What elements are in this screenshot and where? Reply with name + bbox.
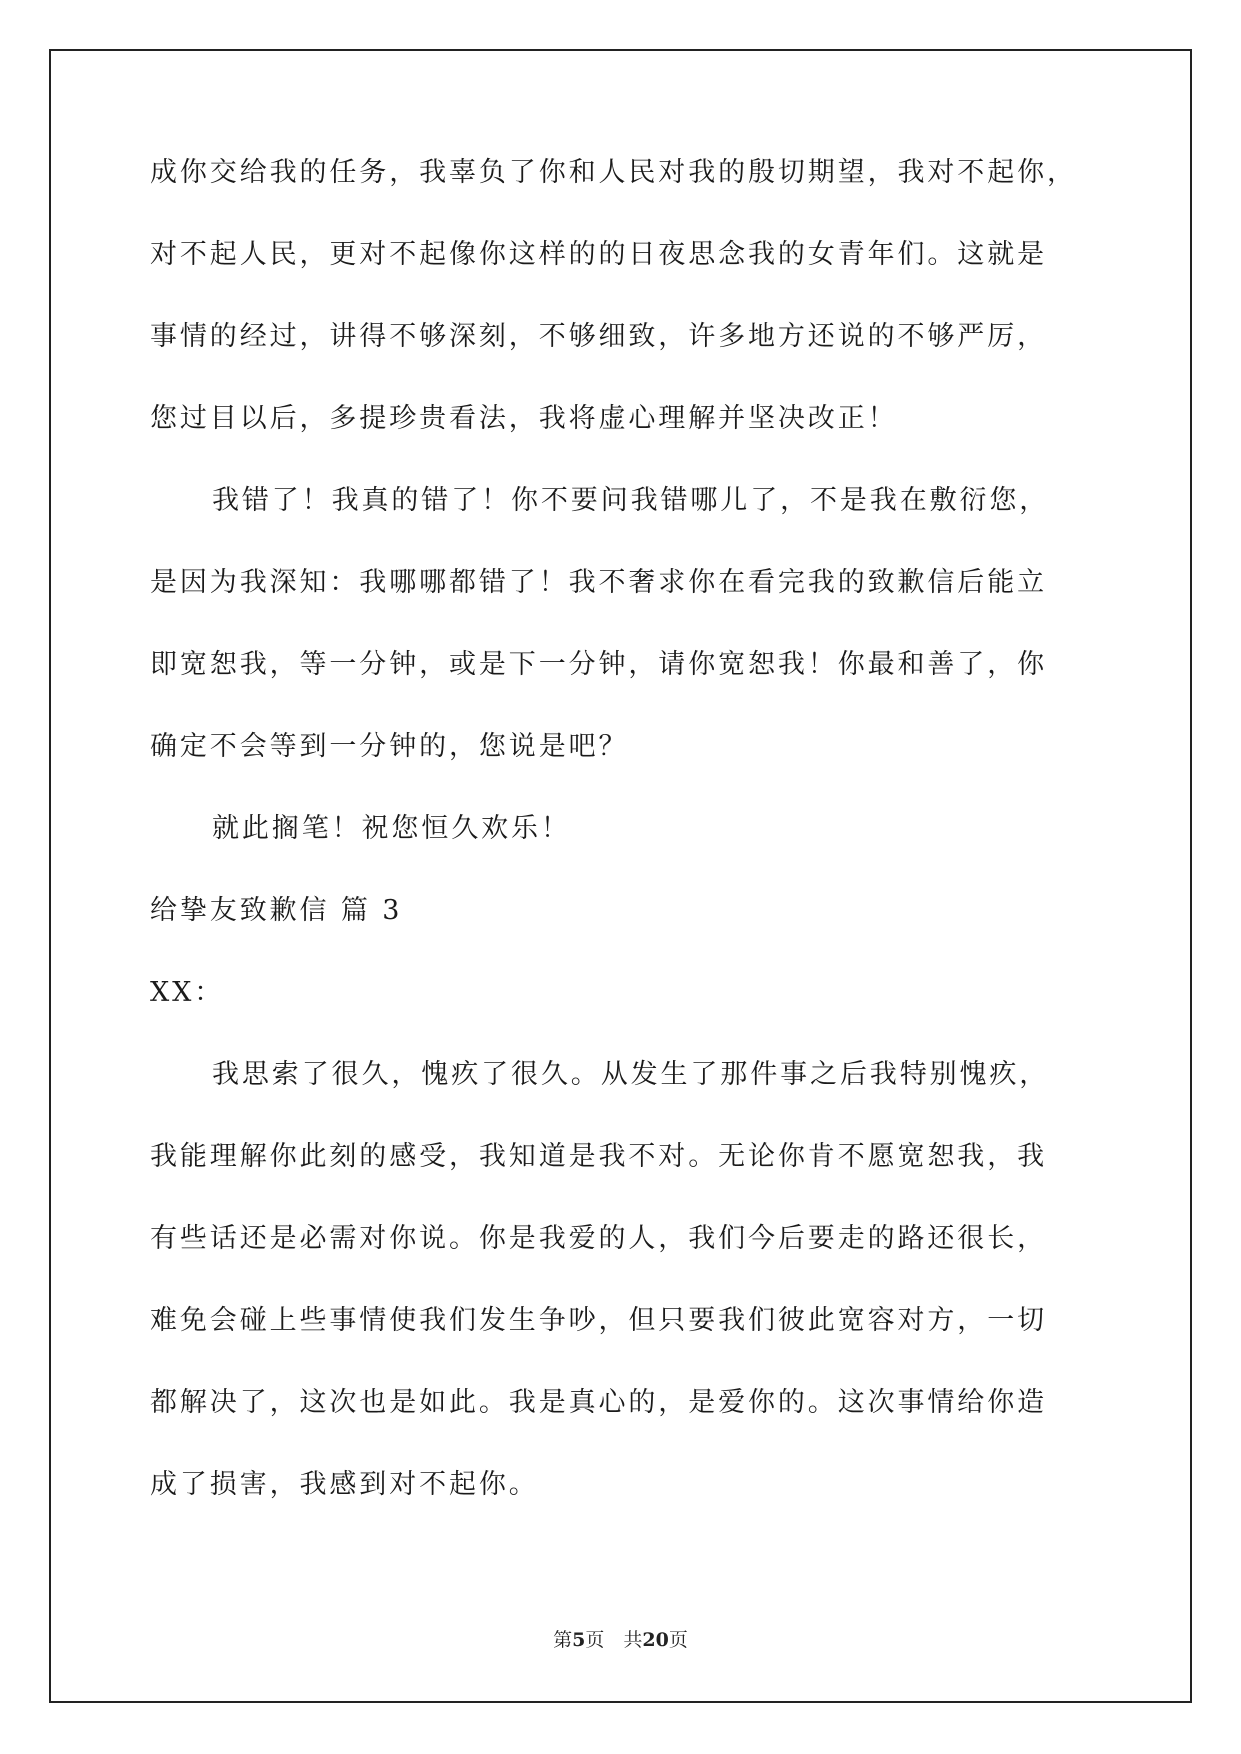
paragraph-line: 都解决了，这次也是如此。我是真心的，是爱你的。这次事情给你造	[150, 1387, 1047, 1418]
footer-suffix: 页	[668, 1629, 688, 1651]
closing-line: 就此搁笔！祝您恒久欢乐！	[212, 813, 571, 844]
paragraph-line: 即宽恕我，等一分钟，或是下一分钟，请你宽恕我！你最和善了，你	[150, 649, 1047, 680]
paragraph-line: 我思索了很久，愧疚了很久。从发生了那件事之后我特别愧疚，	[212, 1059, 1050, 1090]
paragraph-line: 事情的经过，讲得不够深刻，不够细致，许多地方还说的不够严厉，	[150, 321, 1047, 352]
paragraph-line: 确定不会等到一分钟的，您说是吧？	[150, 731, 629, 762]
current-page-number: 5	[572, 1629, 586, 1651]
paragraph-line: 有些话还是必需对你说。你是我爱的人，我们今后要走的路还很长，	[150, 1223, 1047, 1254]
paragraph-line: 我能理解你此刻的感受，我知道是我不对。无论你肯不愿宽恕我，我	[150, 1141, 1047, 1172]
paragraph-line: 我错了！我真的错了！你不要问我错哪儿了，不是我在敷衍您，	[212, 485, 1050, 516]
total-page-count: 20	[642, 1629, 669, 1651]
paragraph-line: 对不起人民，更对不起像你这样的的日夜思念我的女青年们。这就是	[150, 239, 1047, 270]
section-heading: 给挚友致歉信 篇 3	[150, 895, 403, 926]
paragraph-line: 成了损害，我感到对不起你。	[150, 1469, 539, 1500]
footer-prefix: 第	[553, 1629, 573, 1651]
page-footer	[0, 1625, 1241, 1652]
document-body	[150, 152, 1090, 1505]
paragraph-line: 是因为我深知：我哪哪都错了！我不奢求你在看完我的致歉信后能立	[150, 567, 1047, 598]
paragraph-line: 您过目以后，多提珍贵看法，我将虚心理解并坚决改正！	[150, 403, 898, 434]
paragraph-line: 成你交给我的任务，我辜负了你和人民对我的殷切期望，我对不起你，	[150, 157, 1077, 188]
footer-mid: 页 共	[585, 1629, 643, 1651]
salutation: XX：	[150, 977, 225, 1008]
paragraph-line: 难免会碰上些事情使我们发生争吵，但只要我们彼此宽容对方，一切	[150, 1305, 1047, 1336]
